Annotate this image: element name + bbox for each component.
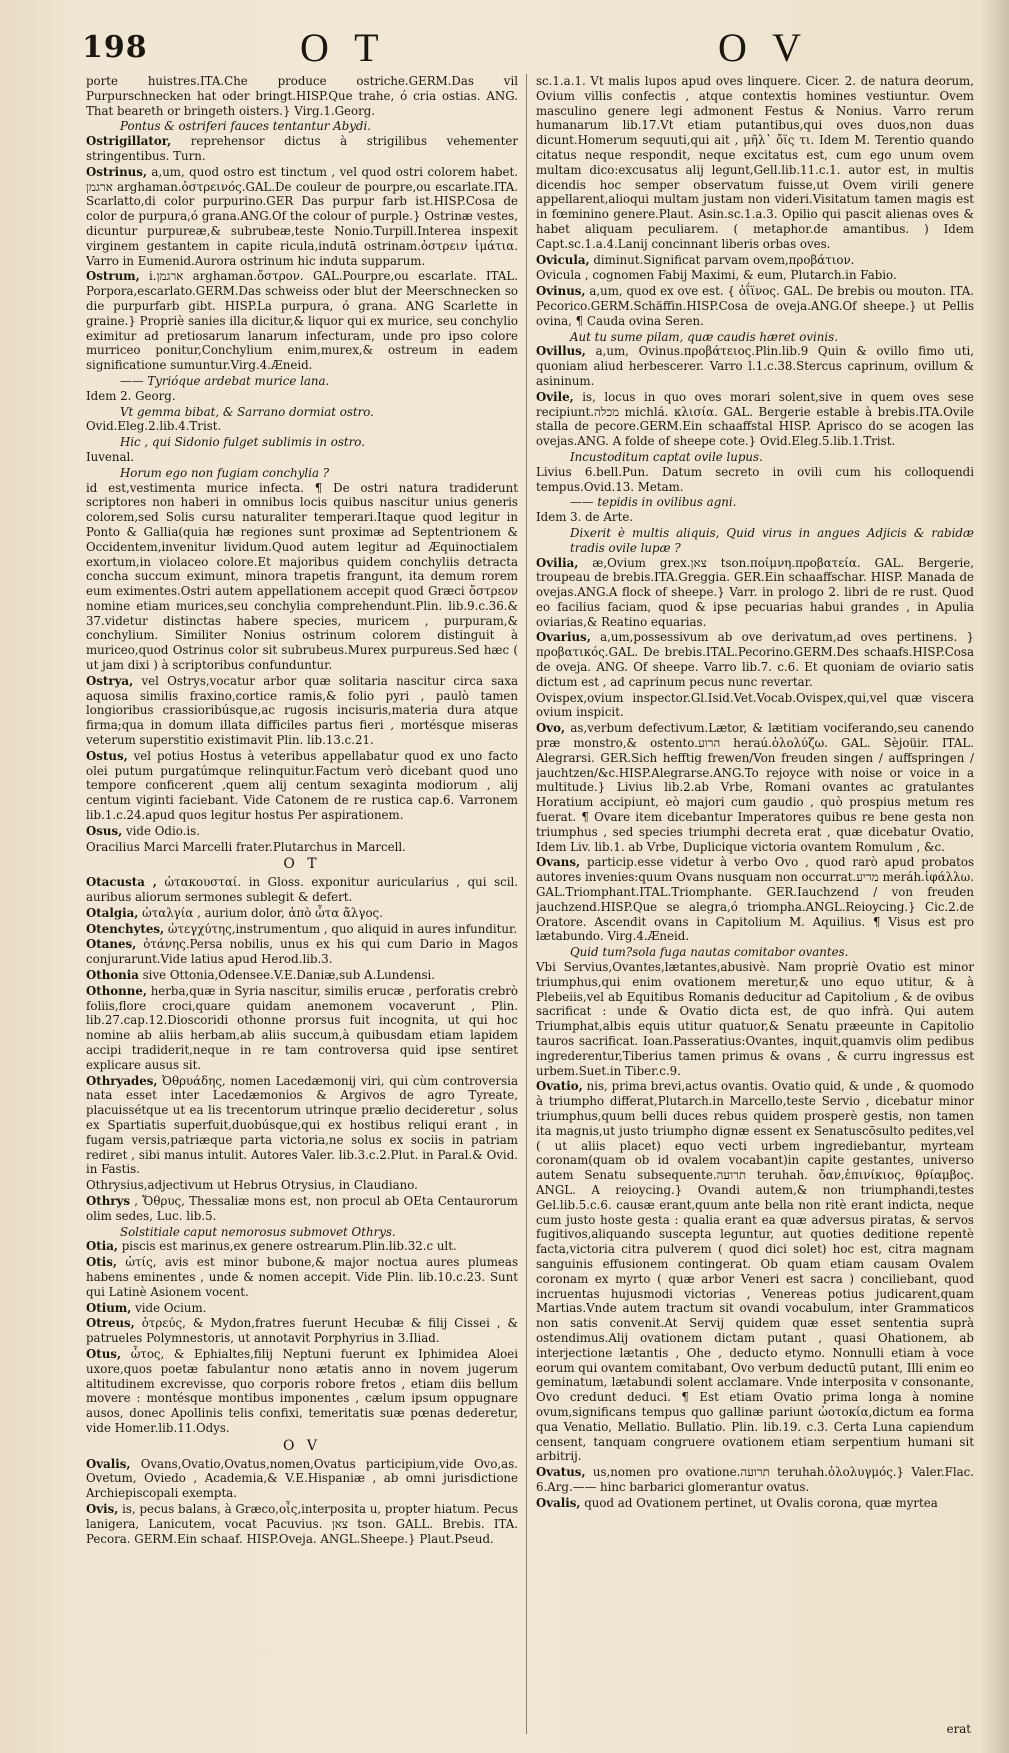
dictionary-entry <box>536 556 974 630</box>
entry-text: diminut.Significat parvam ovem,προβάτιον. <box>593 252 855 267</box>
entry-text: vel Ostrys,vocatur arbor quæ solitaria nascitur circa saxa aquosa similis fraxino,cortice ramis,& folio pyri , paulò tamen longioribus crassioribúsque,ac rugosis incisuris,materia dura atque firma;qua in domum illata difficiles partus fieri , mortésque miseras veterum superstitio existimavit Plin. lib.13.c.21. <box>86 673 518 748</box>
page-header <box>0 18 1009 80</box>
running-head-left: O T <box>300 25 387 70</box>
dictionary-entry <box>86 1502 518 1546</box>
entry-text: herba,quæ in Syria nascitur, similis erucæ , perforatis crebrò foliis,flore croci,quare quidam anemonem vocaverunt , Plin. lib.27.cap.12.Dioscoridi othonne prorsus fuit incognita, ut qui hoc nomine ab aliis herbam,ab aliis succum,à quibusdam etiam lapidem accipi tradiderit,neque in re tam controversa quid ipse sentiret explicare ausus sit. <box>86 983 518 1072</box>
entry-text: id est,vestimenta murice infecta. ¶ De ostri natura tradiderunt scriptores non haberi in omnibus locis quibus nascitur unius generis colorem,sed Solis cursu naturaliter temperari.Itaque quod legitur in Ponto & Gallia(quia hæ regiones sunt proximæ ad Septentrionem & Occidentem,invenitur lividum.Quod autem legitur ad Æquinoctialem exortum,in violaceo colore.Et majoribus quidem conchyliis detracta concha succum eximunt, minora trapetis frangunt, ita demum rorem eum eximentes.Ostri autem appellationem accepit quod Græci ὄστρεον nomine etiam murices,seu conchylia comprehendunt.Plin. lib.9.c.36.& 37.videtur distinctas habere species, muricem , purpuram,& conchylium. Similiter Nonius ostrinum colorem distinguit à muriceo,quod Ostrinus color sit subrubeus.Murex purpureus.Sed hæc ( ut jam dixi ) à scriptoribus confunduntur. <box>86 480 518 673</box>
dictionary-entry <box>536 1079 974 1464</box>
dictionary-entry <box>536 960 974 1078</box>
entry-headword: Otium, <box>86 1300 132 1315</box>
entry-text: Ovispex,ovium inspector.Gl.Isid.Vet.Vocab.Ovispex,qui,vel quæ viscera ovium inspicit. <box>536 690 974 720</box>
dictionary-entry <box>86 1074 518 1178</box>
verse-quotation: —— Tyrióque ardebat murice lana. <box>120 373 330 388</box>
dictionary-entry <box>536 253 974 268</box>
dictionary-entry <box>536 1465 974 1495</box>
entry-headword: Ovatio, <box>536 1079 583 1094</box>
entry-text: ὀτρεύς, & Mydon,fratres fuerunt Hecubæ & filij Cissei , & patrueles Polymnestoris, ut annotavit Porphyrius in 3.Iliad. <box>86 1316 518 1346</box>
dictionary-entry <box>86 1239 518 1254</box>
entry-headword: Ovillus, <box>536 344 586 359</box>
entry-headword: Ostrum, <box>86 269 140 284</box>
dictionary-entry <box>86 984 518 1073</box>
dictionary-entry <box>536 74 974 252</box>
catchword: erat <box>946 1722 971 1736</box>
entry-text: nis, prima brevi,actus ovantis. Ovatio quid, & unde , & quomodo à triumpho differat,Plutarch.in Marcello,teste Servio , dicebatur minor triumphus,quum belli duces rebus quidem prosperè gestis, non tamen ita magnis,ut justo triumpho dignæ essent ex Senatuscōsulto pedites,vel ( ut aliis placet) equo vecti urbem ingrediebantur, myrteam coronam(quam ob id ovalem vocabant)in capite gestantes, universo autem Senatu subsequente.תרועה teruhah. ὄαν,ἐπινίκιος, θρίαμβος. ANGL. A reioycing.} Ovandi autem,& non triumphandi,testes Gel.lib.5.c.6. causæ erant,quum ante bella non ritè erant indicta, neque cum justo hoste gesta : qualia erant ea quæ adversus piratas, & servos fugitivos,aliquando suscepta leguntur, aut quoties deditione repentè facta,victoria citra pulverem ( quod dici solet) hoc est, citra magnam sanguinis effusionem contingerat. Ob quam etiam causam Ovalem coronam ex myrto ( quæ arbor Veneri est sacra ) conciliebant, quod incruentas hujusmodi victorias , Venereas potius judicarent,quam Martias.Vnde autem tractum sit ovandi vocabulum, inter Grammaticos non satis convenit.At Servij quidem quæ esset sententia suprà ostendimus.Alij ovationem dictam putant , quasi Ohationem, ab interjectione lætantis , Ohe , deducto etymo. Nonnulli etiam à voce eorum qui ovantem comitabant, Ovo verbum deductū putant, Illi enim eo geminatum, lætabundi solent acclamare. Vnde interposita v consonante, Ovo credunt deduci. ¶ Est etiam Ovatio prima longa à nomine ovum,significans tempus quo gallinæ pariunt ὠοτοκία,dictum ea forma qua Venatio, Mellatio. Bullatio. Plin. lib.19. c.3. Certa Luna capiendum censent, tanquam congruere ovationem etiam serpentium humani sit arbitrij. <box>536 1079 974 1464</box>
entry-text: Ovicula , cognomen Fabij Maximi, & eum, Plutarch.in Fabio. <box>536 268 897 283</box>
entry-headword: Otus, <box>86 1346 122 1361</box>
dictionary-entry <box>86 875 518 905</box>
entry-text: ὠτίς, avis est minor bubone,& major noctua aures plumeas habens eminentes , unde & nomen accepit. Vide Plin. lib.10.c.23. Sunt qui Latinè Asionem vocent. <box>86 1255 518 1299</box>
verse-quotation: Vt gemma bibat, & Sarrano dormiat ostro. <box>120 404 374 419</box>
verse-quotation: Hic , qui Sidonio fulget sublimis in ostro. <box>120 435 365 450</box>
entry-text: Othrysius,adjectivum ut Hebrus Otrysius, in Claudiano. <box>86 1178 418 1193</box>
verse-quotation: Quid tum?sola fuga nautas comitabor ovantes. <box>570 945 849 960</box>
dictionary-entry <box>86 1457 518 1501</box>
entry-text: Oracilius Marci Marcelli frater.Plutarchus in Marcell. <box>86 839 406 854</box>
entry-text: Livius 6.bell.Pun. Datum secreto in ovili cum his colloquendi tempus.Ovid.13. Metam. <box>536 464 974 494</box>
entry-headword: Ovis, <box>86 1501 119 1516</box>
dictionary-entry <box>536 691 974 721</box>
right-column <box>536 74 974 1734</box>
verse-quotation: Horum ego non fugiam conchylia ? <box>120 465 330 480</box>
dictionary-entry <box>86 481 518 673</box>
entry-headword: Ovatus, <box>536 1465 586 1480</box>
entry-text: quod ad Ovationem pertinet, ut Ovalis corona, quæ myrtea <box>584 1495 938 1510</box>
dictionary-entry <box>86 1301 518 1316</box>
verse-quotation: Pontus & ostriferi fauces tentantur Abydi. <box>120 119 371 134</box>
dictionary-entry <box>86 419 518 434</box>
entry-headword: Ovalis, <box>86 1456 131 1471</box>
entry-text: reprehensor dictus à strigilibus vehementer stringentibus. Turn. <box>86 134 518 163</box>
entry-text: porte huistres.ITA.Che produce ostriche.GERM.Das vil Purpurschnecken hat oder bringt.HISP.Que trahe, ó cria ostias. ANG. That beareth or bringeth oisters.} Virg.1.Georg. <box>86 74 518 118</box>
entry-headword: Osus, <box>86 823 123 838</box>
left-column <box>86 74 518 1734</box>
entry-text: a,um, quod ex ove est. { ὀΐϊνος. GAL. De brebis ou mouton. ITA. Pecorico.GERM.Schäffin.HISP.Cosa de oveja.ANG.Of sheepe.} ut Pellis ovina, ¶ Cauda ovina Seren. <box>536 284 974 328</box>
page-edge-shadow <box>981 0 1009 1753</box>
dictionary-entry <box>536 390 974 449</box>
entry-text: sive Ottonia,Odensee.V.E.Daniæ,sub A.Lundensi. <box>142 968 436 983</box>
entry-text: vide Ocium. <box>135 1300 207 1315</box>
dictionary-entry <box>86 922 518 937</box>
entry-text: Idem 2. Georg. <box>86 388 176 403</box>
entry-headword: Othonne, <box>86 983 147 998</box>
dictionary-entry <box>536 630 974 689</box>
verse-quotation: Aut tu sume pilam, quæ caudis hæret ovinis. <box>570 329 838 344</box>
entry-text: , Ὄθρυς, Thessaliæ mons est, non procul ab OEta Centaurorum olim sedes, Luc. lib.5. <box>86 1193 518 1223</box>
dictionary-entry <box>86 1255 518 1299</box>
dictionary-entry <box>536 855 974 944</box>
dictionary-entry <box>86 134 518 164</box>
dictionary-entry <box>86 389 518 404</box>
entry-headword: Otalgia, <box>86 905 139 920</box>
entry-text: Idem 3. de Arte. <box>536 510 634 525</box>
entry-text: ὠτακουσταί. in Gloss. exponitur auricularius , qui scil. auribus aliorum sermones sublegit & defert. <box>86 875 518 905</box>
entry-headword: Ovinus, <box>536 284 586 299</box>
dictionary-entry <box>86 1194 518 1224</box>
entry-headword: Ovile, <box>536 389 574 404</box>
dictionary-entry <box>536 268 974 283</box>
entry-text: a,um, quod ostro est tinctum , vel quod ostri colorem habet. ארגמן arghaman.ὀστρεινός.GAL.De couleur de pourpre,ou escarlate.ITA. Scarlatto,di color purpurino.GER Das purpur farb ist.HISP.Cosa de color de purpura,ó grana.ANG.Of the colour of purple.} Ostrinæ vestes, dicuntur purpureæ,& subrubeæ,teste Nonio.Turpill.Interea inspexit virginem gestantem in capite ricula,indutā ostrinam.ὀστρειν ἱμάτια. Varro in Eumenid.Aurora ostrinum hic induta supparum. <box>86 164 518 268</box>
dictionary-entry <box>536 721 974 854</box>
verse-quotation: Dixerit è multis aliquis, Quid virus in angues Adjicis & rabidæ tradis ovile lupæ ? <box>570 525 974 555</box>
entry-text: is, pecus balans, à Græco,οἶς,interposita u, propter hiatum. Pecus lanigera, Lanicutem, vocat Pacuvius. צאן tson. GALL. Brebis. ITA. Pecora. GERM.Ein schaaf. HISP.Oveja. ANGL.Sheepe.} Plaut.Pseud. <box>86 1501 518 1546</box>
dictionary-entry <box>86 749 518 823</box>
entry-text: sc.1.a.1. Vt malis lupos apud oves linquere. Cicer. 2. de natura deorum, Ovium villis confectis , atque contextis homines vestiuntur. Ovem masculino genere legi admonent Festus & Nonius. Varro rerum humanarum lib.17.Vt etiam putantibus,qui oves duos,non duas dicunt.Homerum sequuti,qui ait , μῆλ᾽ ὄϊς τι. Idem M. Terentio quando citatus neque respondit, neque excitatus est, cum ego unum ovem multam dico:excusatus alij legunt,Gell.lib.11.c.1. autor est, in multis dicendis hoc semper observatum fuisse,ut Ovem virili genere appellarent,alioqui multam justam non videri.Visitatum tamen magis est in fœminino genere.Plaut. Asin.sc.1.a.3. Opilio qui pascit alienas oves & habet aliquam peculiarem. ( metaphor.de amantibus. ) Idem Capt.sc.1.a.4.Lanij concinnant liberis orbas oves. <box>536 74 974 251</box>
entry-headword: Ostrigillator, <box>86 134 172 149</box>
entry-headword: Ovalis, <box>536 1495 581 1510</box>
entry-text: Ovid.Eleg.2.lib.4.Trist. <box>86 419 222 434</box>
entry-headword: Ovarius, <box>536 630 591 645</box>
dictionary-entry <box>536 510 974 525</box>
entry-headword: Ovilia, <box>536 555 579 570</box>
entry-text: piscis est marinus,ex genere ostrearum.Plin.lib.32.c ult. <box>121 1239 457 1254</box>
dictionary-entry <box>86 165 518 269</box>
dictionary-entry <box>536 284 974 328</box>
dictionary-entry <box>86 269 518 373</box>
dictionary-entry <box>86 840 518 855</box>
dictionary-entry <box>86 1178 518 1193</box>
entry-headword: Othryades, <box>86 1073 158 1088</box>
entry-text: Vbi Servius,Ovantes,lætantes,abusivè. Nam propriè Ovatio est minor triumphus,qui enim ovationem meretur,& uno equo utitur, & à Plebeiis,vel ab Equitibus Romanis deducitur ad Capitolium , & de ovibus sacrificat : unde & Ovatio dicta est, de quo infrà. Qui autem Triumphat,albis equis utitur quatuor,& Senatu præeunte in Capitolio tauros sacrificat. Ioan.Passeratius:Ovantes, inquit,quamvis olim pedibus ingrederentur,Tiberius tamen primus & ovans , & curru ingressus est urbem.Suet.in Tiber.c.9. <box>536 960 974 1078</box>
entry-headword: Ostrinus, <box>86 164 147 179</box>
dictionary-entry <box>86 906 518 921</box>
verse-quotation: —— tepidis in ovilibus agni. <box>570 495 737 510</box>
entry-text: Iuvenal. <box>86 449 135 464</box>
entry-headword: Ovans, <box>536 855 581 870</box>
dictionary-entry <box>536 465 974 495</box>
running-head-right: O V <box>718 25 810 70</box>
dictionary-entry <box>86 674 518 748</box>
entry-text: vel potius Hostus à veteribus appellabatur quod ex uno facto olei putum purgatúmque relinquitur.Factum verò dicebant quod uno tempore conficerent ,quem alij centum sexaginta modiorum , alij centum viginti faciebant. Vide Catonem de re rustica cap.6. Varronem lib.1.c.24.apud quos legitur hostus Per aspirationem. <box>86 748 518 823</box>
entry-text: a,um,possessivum ab ove derivatum,ad oves pertinens. } προβατικός.GAL. De brebis.ITAL.Pecorino.GERM.Des schaafs.HISP.Cosa de oveja. ANG. Of sheepe. Varro lib.7. c.6. Et quoniam de oviario satis dictum est , ad caprinum pecus nunc revertar. <box>536 630 974 689</box>
entry-text: is, locus in quo oves morari solent,sive in quem oves sese recipiunt.מכלה michlá. κλισία. GAL. Bergerie estable à brebis.ITA.Ovile stalla de pecore.GERM.Ein schaaffstal HISP. Aprisco do se acogen las ovejas.ANG. A folde of sheepe cote.} Ovid.Eleg.5.lib.1.Trist. <box>536 389 974 449</box>
dictionary-entry <box>536 1496 974 1511</box>
entry-text: vide Odio.is. <box>126 823 200 838</box>
entry-headword: Otreus, <box>86 1316 135 1331</box>
dictionary-entry <box>86 824 518 839</box>
dictionary-entry <box>536 344 974 388</box>
dictionary-entry <box>86 968 518 983</box>
entry-headword: Otia, <box>86 1239 118 1254</box>
entry-headword: Ovicula, <box>536 252 590 267</box>
entry-headword: Ostus, <box>86 748 128 763</box>
entry-headword: Otacusta , <box>86 875 157 890</box>
section-heading: O T <box>283 856 321 873</box>
entry-headword: Ovo, <box>536 721 566 736</box>
column-divider <box>526 74 527 1734</box>
entry-headword: Otis, <box>86 1255 117 1270</box>
entry-text: æ,Ovium grex.צאן tson.ποίμνη.προβατεία. GAL. Bergerie, troupeau de brebis.ITA.Greggia. GER.Ein schaaffschar. HISP. Manada de ovejas.ANG.A flock of sheepe.} Varr. in prologo 2. libri de re rust. Quod eo facilius faciam, quod & ipse pecuarias habui grandes , in Apulia oviarias,& Reatino equarias. <box>536 555 974 629</box>
verse-quotation: Solstitiale caput nemorosus submovet Othrys. <box>120 1224 396 1239</box>
entry-text: i.ארגמן arghaman.ὄστρον. GAL.Pourpre,ou escarlate. ITAL. Porpora,escarlato.GERM.Das schweiss oder blut der Meerschnecken so die purpurfarb gibt. HISP.La purpura, ó grana. ANG Scarlette in graine.} Propriè sanies illa dicitur,& liquor qui ex murice, seu conchylio eximitur ad pretiosarum lanarum infecturam, unde pro ipso colore murriceo ponitur,Conchylium enim,murex,& ostreum in eadem significatione sumuntur.Virg.4.Æneid. <box>86 269 518 373</box>
entry-text: as,verbum defectivum.Lætor, & lætitiam vociferando,seu canendo præ monstro,& ostento.הרוע heraú.ὀλολύζω. GAL. Sèjoüir. ITAL. Alegrarsi. GER.Sich hefftig frewen/Von freuden singen / auffspringen / jauchtzen/&c.HISP.Alegrarse.ANG.To rejoyce with noise or voice in a multitude.} Livius lib.2.ab Vrbe, Romani ovantes ac gratulantes Horatium accipiunt, eò majori cum gaudio , quò prospius metum res fuerat. ¶ Ovare item dicebantur Imperatores quibus re bene gesta non triumphus , sed species triumphi decreta erat , quæ dicebatur Ovatio, Idem Liv. lib.1. ab Vrbe, Duplicique victoria ovantem Romulum , &c. <box>536 721 974 854</box>
entry-headword: Othrys <box>86 1193 131 1208</box>
dictionary-entry <box>86 1316 518 1346</box>
entry-text: ὦτος, & Ephialtes,filij Neptuni fuerunt ex Iphimidea Aloei uxore,quos poetæ fabulantur nono ætatis anno in novem jugerum altitudinem excrevisse, quo corporis robore fretos , etiam diis bellum movere : montésque montibus imponentes , cælum ipsum oppugnare ausos, donec Apollinis telis confixi, temeritatis suæ pœnas dederetur, vide Homer.lib.11.Odys. <box>86 1346 518 1435</box>
entry-text: us,nomen pro ovatione.תרועה teruhah.ὀλολυγμός.} Valer.Flac. 6.Arg.—— hinc barbarici glomerantur ovatus. <box>536 1465 974 1494</box>
entry-text: a,um, Ovinus.προβάτειος.Plin.lib.9 Quin & ovillo fimo uti, quoniam aliud herbescerer. Varro l.1.c.38.Stercus caprinum, ovillum & asininum. <box>536 344 974 388</box>
entry-text: ὠτεγχύτης,instrumentum , quo aliquid in aures infunditur. <box>167 921 518 936</box>
dictionary-entry <box>86 1347 518 1436</box>
dictionary-entry <box>86 74 518 118</box>
entry-text: ὠταλγία , aurium dolor, ἀπὸ ὦτα ἄλγος. <box>142 905 383 920</box>
entry-text: ὀτάνης.Persa nobilis, unus ex his qui cum Dario in Magos conjurarunt.Vide latius apud Herod.lib.3. <box>86 937 518 967</box>
page-number: 198 <box>82 30 148 65</box>
entry-headword: Othonia <box>86 968 139 983</box>
dictionary-entry <box>86 450 518 465</box>
entry-headword: Ostrya, <box>86 673 134 688</box>
verse-quotation: Incustoditum captat ovile lupus. <box>570 449 763 464</box>
entry-text: Ovans,Ovatio,Ovatus,nomen,Ovatus participium,vide Ovo,as. Ovetum, Oviedo , Academia,& V.E.Hispaniæ , ab omni jurisdictione Archiepiscopali exempta. <box>86 1456 518 1501</box>
section-heading: O V <box>282 1437 322 1454</box>
entry-text: Ὀθρυάδης, nomen Lacedæmonij viri, qui cùm controversia nata esset inter Lacedæmonios & Argivos de agro Tyreate, placuissétque ut ea lis trecentorum utrinque prælio decideretur , solus ex Spartiatis superfuit,duobúsque,qui ex hostibus reliqui erant , in fugam versis,patriæque parta victoria,ne solus ex sociis in patriam rediret , sibi manus intulit. Autores Valer. lib.3.c.2.Plut. in Paral.& Ovid. in Fastis. <box>86 1073 518 1177</box>
entry-headword: Otenchytes, <box>86 921 165 936</box>
entry-headword: Otanes, <box>86 937 137 952</box>
dictionary-entry <box>86 937 518 967</box>
entry-text: particip.esse videtur à verbo Ovo , quod rarò apud probatos autores invenies:quum Ovans nusquam non occurrat.מריע meráh.ἰφάλλω. GAL.Triomphant.ITAL.Triomphante. GER.Iauchzend / von freuden jauchzend.HISP.Que se alegra,ó triompha.ANGL.Reioycing.} Cic.2.de Oratore. Ascendit ovans in Capitolium M. Aquilius. ¶ Visus est pro lætabundo. Virg.4.Æneid. <box>536 855 974 944</box>
